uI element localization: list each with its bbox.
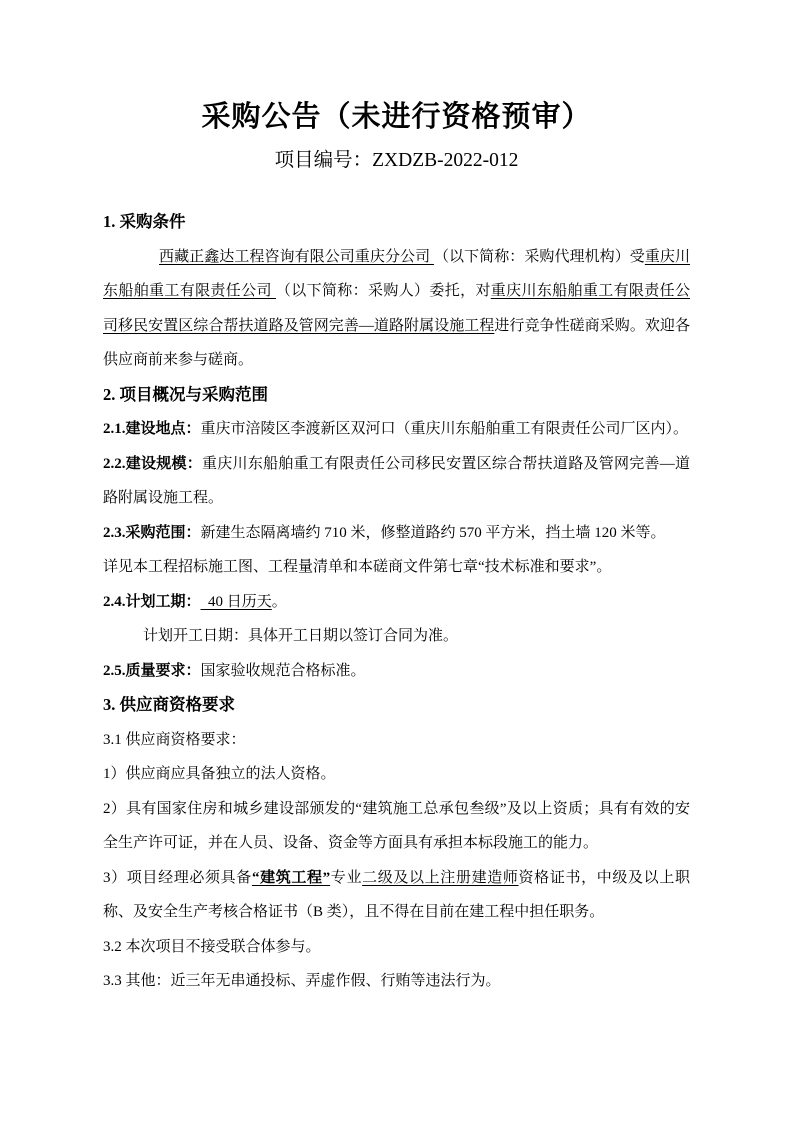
section-2-heading: 2. 项目概况与采购范围 bbox=[103, 384, 268, 404]
text-run: 专业 bbox=[330, 869, 363, 886]
page-title: 采购公告（未进行资格预审） bbox=[201, 101, 592, 133]
section-3-heading: 3. 供应商资格要求 bbox=[103, 695, 235, 714]
section-1-heading: 1. 采购条件 bbox=[103, 212, 186, 231]
item-text: 重庆川东船舶重工有限责任公司移民安置区综合帮扶道路及管网完善—道路附属设施工程。 bbox=[103, 455, 690, 506]
section-1-paragraph bbox=[103, 240, 690, 378]
duration-value: 40 日历天 bbox=[200, 593, 272, 610]
text-run: （以下简称：采购人）委托，对 bbox=[275, 283, 491, 299]
item-text: 重庆市涪陵区李渡新区双河口（重庆川东船舶重工有限责任公司厂区内）。 bbox=[200, 421, 689, 437]
text-run: 3）项目经理必须具备 bbox=[103, 869, 252, 886]
item-label: 2.4.计划工期： bbox=[103, 593, 201, 610]
quality-requirement-item bbox=[103, 654, 690, 689]
procurement-scope-item bbox=[103, 516, 690, 551]
other-requirements-note: 3.3 其他：近三年无串通投标、弄虚作假、行贿等违法行为。 bbox=[103, 973, 501, 989]
certificate-level: 二级及以上注册建造师 bbox=[362, 869, 519, 886]
qualification-item-1: 1）供应商应具备独立的法人资格。 bbox=[103, 766, 336, 782]
project-number: 项目编号：ZXDZB-2022-012 bbox=[274, 150, 519, 171]
text-run: 。 bbox=[271, 593, 287, 610]
text-run: 资格证书，中级及以上职称、及安全生产考核合格证书（B 类），且不得在目前在建工程中担任职务。 bbox=[103, 869, 690, 920]
construction-site-item bbox=[103, 412, 690, 447]
item-label: 2.2.建设规模： bbox=[103, 455, 203, 472]
text-run: 进行竞争性磋商采购。欢迎各供应商前来参与磋商。 bbox=[103, 317, 690, 368]
text-run: （以下简称：采购代理机构）受 bbox=[433, 248, 645, 265]
supplier-qualification-intro: 3.1 供应商资格要求： bbox=[103, 731, 246, 748]
no-consortium-note: 3.2 本次项目不接受联合体参与。 bbox=[103, 938, 321, 955]
scope-detail-note: 详见本工程招标施工图、工程量清单和本磋商文件第七章“技术标准和要求”。 bbox=[103, 559, 612, 575]
start-date-note: 计划开工日期：具体开工日期以签订合同为准。 bbox=[143, 628, 459, 644]
item-label: 2.5.质量要求： bbox=[103, 662, 201, 679]
qualification-item-3 bbox=[103, 861, 690, 930]
purchaser-name: 重庆川东船舶重工有限责任公司 bbox=[103, 248, 690, 299]
construction-scale-item bbox=[103, 447, 690, 516]
item-label: 2.1.建设地点： bbox=[103, 421, 201, 437]
qualification-item-2: 2）具有国家住房和城乡建设部颁发的“建筑施工总承包叁级”及以上资质；具有有效的安全生产许可证，并在人员、设备、资金等方面具有承担本标段施工的能力。 bbox=[103, 800, 690, 851]
agency-name: 西藏正鑫达工程咨询有限公司重庆分公司 bbox=[159, 248, 434, 265]
item-text: 国家验收规范合格标准。 bbox=[200, 662, 366, 679]
planned-duration-item bbox=[103, 585, 690, 620]
item-label: 2.3.采购范围： bbox=[103, 524, 201, 541]
item-text: 新建生态隔离墙约 710 米，修整道路约 570 平方米，挡土墙 120 米等。 bbox=[200, 524, 666, 541]
project-name: 重庆川东船舶重工有限责任公司移民安置区综合帮扶道路及管网完善—道路附属设施工程 bbox=[103, 283, 690, 334]
major-name: “建筑工程” bbox=[251, 869, 331, 886]
